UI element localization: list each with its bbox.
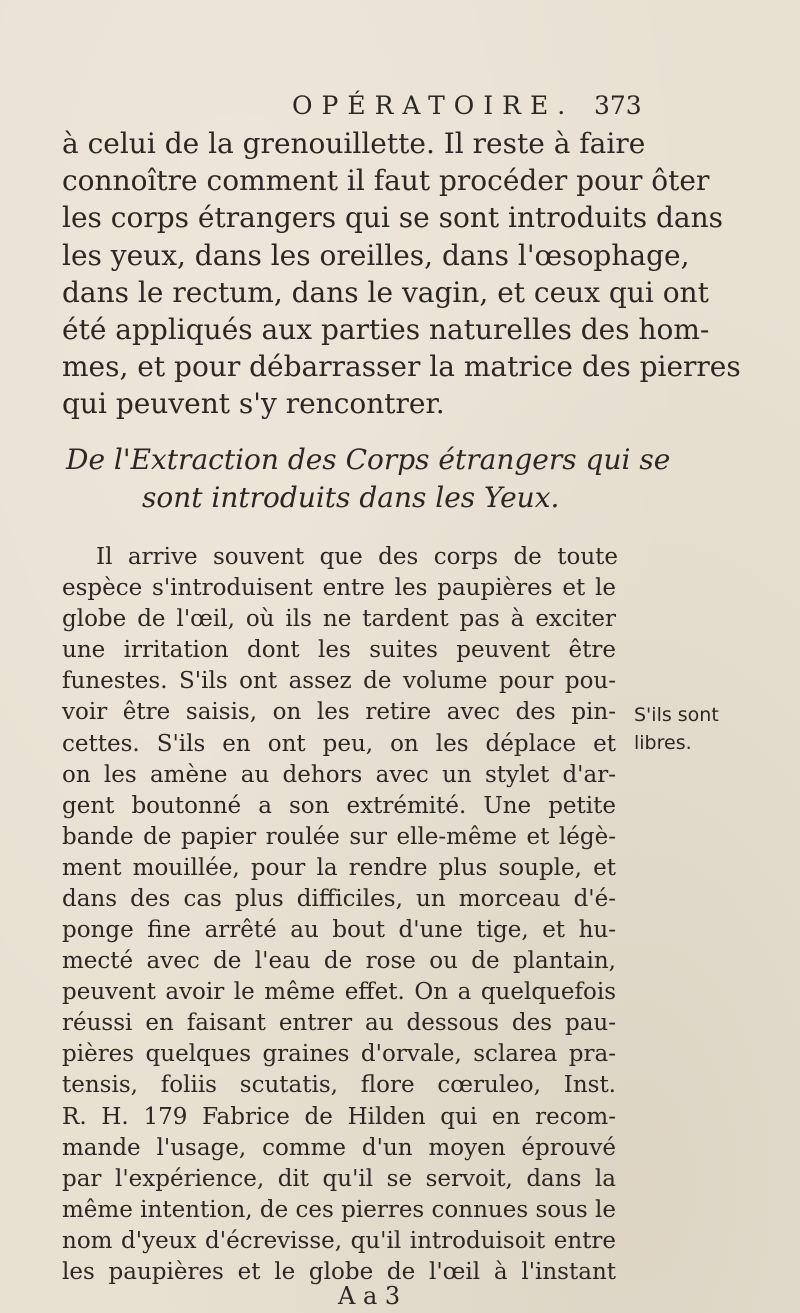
text-line: dans des cas plus difficiles, un morceau d'é- (62, 885, 616, 912)
page-number: 373 (594, 91, 642, 120)
text-line: nom d'yeux d'écrevisse, qu'il introduisoit entre (62, 1227, 616, 1254)
text-line: mande l'usage, comme d'un moyen éprouvé (62, 1134, 616, 1161)
margin-note: S'ils sont (634, 704, 719, 726)
text-line: à celui de la grenouillette. Il reste à faire (62, 127, 646, 160)
text-line: gent boutonné a son extrémité. Une petite (62, 792, 616, 819)
text-line: Il arrive souvent que des corps de toute (96, 544, 618, 570)
text-line: qui peuvent s'y rencontrer. (62, 387, 445, 421)
signature-mark: A a 3 (338, 1282, 401, 1310)
text-line: les paupières et le globe de l'œil à l'instant (62, 1258, 616, 1285)
text-line: ponge fine arrêté au bout d'une tige, et hu- (62, 917, 616, 943)
running-title: OPÉRATOIRE. (292, 91, 575, 120)
text-line: on les amène au dehors avec un stylet d'ar- (62, 761, 616, 788)
text-line: les corps étrangers qui se sont introduits dans (62, 201, 723, 235)
text-line: globe de l'œil, où ils ne tardent pas à exciter (62, 606, 616, 633)
text-line: bande de papier roulée sur elle-même et légè- (62, 823, 616, 850)
text-line: connoître comment il faut procéder pour ôter (62, 164, 710, 198)
text-line: peuvent avoir le même effet. On a quelquefois (62, 979, 616, 1006)
text-line: même intention, de ces pierres connues sous le (62, 1196, 616, 1223)
section-heading-continued: sont introduits dans les Yeux. (142, 481, 560, 514)
text-line: espèce s'introduisent entre les paupières et le (62, 575, 616, 602)
text-line: réussi en faisant entrer au dessous des pau- (62, 1010, 616, 1037)
text-line: mecté avec de l'eau de rose ou de plantain, (62, 948, 616, 975)
text-line: cettes. S'ils en ont peu, on les déplace et (62, 730, 616, 757)
text-line: été appliqués aux parties naturelles des hom- (62, 313, 710, 346)
text-line: ment mouillée, pour la rendre plus souple, et (62, 854, 616, 881)
text-line: par l'expérience, dit qu'il se servoit, dans la (62, 1165, 616, 1192)
text-line: une irritation dont les suites peuvent être (62, 637, 616, 664)
running-head (0, 88, 800, 124)
text-line: tensis, foliis scutatis, flore cœruleo, Inst. (62, 1072, 616, 1099)
text-line: pières quelques graines d'orvale, sclarea pra- (62, 1041, 616, 1068)
text-line: dans le rectum, dans le vagin, et ceux qui ont (62, 275, 709, 309)
margin-note-continued: libres. (634, 732, 692, 754)
text-line: funestes. S'ils ont assez de volume pour pou- (62, 668, 616, 695)
text-line: R. H. 179 Fabrice de Hilden qui en recom- (62, 1103, 616, 1130)
text-line: voir être saisis, on les retire avec des pin- (62, 699, 616, 726)
section-heading: De l'Extraction des Corps étrangers qui se (66, 443, 671, 476)
text-line: mes, et pour débarrasser la matrice des pierres (62, 350, 741, 384)
text-line: les yeux, dans les oreilles, dans l'œsophage, (62, 238, 690, 272)
